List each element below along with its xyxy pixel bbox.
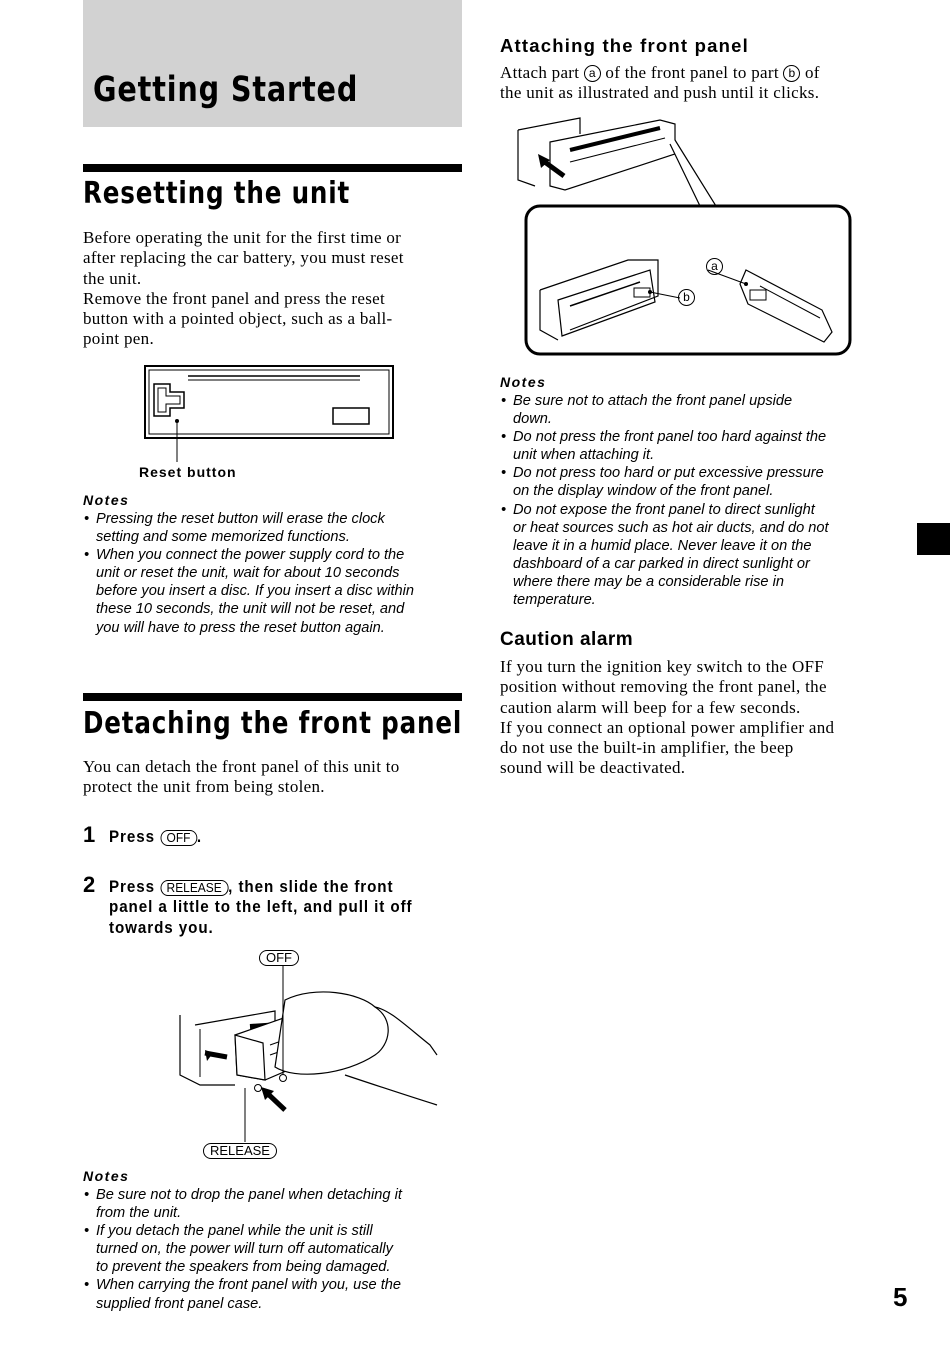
chapter-title: Getting Started [93,70,359,110]
text-line: from the unit. [96,1205,182,1222]
notes-heading: Notes [83,1168,130,1184]
off-key-label: OFF [259,950,299,966]
text-line: button with a pointed object, such as a ball- [83,309,393,329]
text-line: to prevent the speakers from being damaged. [96,1259,391,1276]
text-line: or heat sources such as hot air ducts, and do not [513,519,829,536]
text-line: • When you connect the power supply cord to the [96,547,405,564]
attaching-body [500,63,900,104]
text-line: If you connect an optional power amplifier and [500,717,835,737]
text-line: • Be sure not to drop the panel when detaching it [96,1187,402,1203]
note-item [500,464,900,500]
text-line: • If you detach the panel while the unit is still [96,1223,373,1240]
text-line: position without removing the front panel, the [500,677,827,697]
section-title-resetting: Resetting the unit [83,176,351,211]
page-number: 5 [893,1282,908,1312]
text-line: protect the unit from being stolen. [83,777,325,797]
attaching-notes [500,392,900,609]
part-a-marker: a [584,65,601,82]
section-title-detaching: Detaching the front panel [83,706,463,741]
off-key: OFF [160,830,197,846]
note-item [83,1186,473,1222]
section-rule [83,693,462,701]
off-callout [259,949,299,967]
text-line: sound will be deactivated. [500,758,686,778]
text-run: of [800,63,820,82]
detach-panel-illustration [175,945,445,1165]
note-item [83,1276,473,1312]
text-line: the unit. [83,268,142,288]
text-line: • Be sure not to attach the front panel upside [513,393,793,409]
text-line: these 10 seconds, the unit will not be reset, and [96,601,405,618]
part-b-marker: b [783,65,800,82]
detaching-notes [83,1186,473,1313]
text-run: Attach part [500,63,584,82]
release-key-label: RELEASE [203,1143,277,1159]
text-line: supplied front panel case. [96,1295,263,1312]
text-line: unit when attaching it. [513,447,655,464]
text-line: setting and some memorized functions. [96,529,350,546]
section-rule [83,164,462,172]
notes-heading: Notes [83,492,130,508]
text-line: leave it in a humid place. Never leave it on the [513,537,812,554]
text-line: do not use the built-in amplifier, the beep [500,738,794,758]
figure-callout-b [678,289,695,307]
step-verb: Press [109,828,155,846]
callout-b-marker: b [678,289,695,306]
notes-heading: Notes [500,374,547,390]
resetting-notes [83,510,473,637]
text-line: temperature. [513,592,596,609]
resetting-body [83,228,463,350]
text-line: on the display window of the front panel. [513,483,774,500]
section-title-caution: Caution alarm [500,629,634,650]
note-item [500,501,900,610]
text-line: panel a little to the left, and pull it off [109,898,413,917]
step-number: 1 [83,822,96,847]
text-line: where there may be a considerable rise in [513,573,784,590]
text-line: down. [513,411,552,428]
text-line: • Do not expose the front panel to direct sunlight [513,501,815,518]
step-2-text [109,877,413,938]
text-line: point pen. [83,329,154,349]
text-run: of the front panel to part [600,63,784,82]
attach-panel-illustration [510,110,860,360]
text-line: • Do not press too hard or put excessive pressure [513,465,824,482]
text-line: towards you. [109,918,214,937]
text-line: Remove the front panel and press the reset [83,288,385,308]
section-title-attaching: Attaching the front panel [500,35,749,56]
caution-body [500,657,900,779]
text-line: Before operating the unit for the first time or [83,228,402,247]
text-line: You can detach the front panel of this unit to [83,757,400,776]
step-number: 2 [83,872,96,897]
release-key: RELEASE [160,880,228,896]
text-line: caution alarm will beep for a few seconds. [500,697,801,717]
text-line: after replacing the car battery, you must reset [83,248,404,268]
text-line: unit or reset the unit, wait for about 10 seconds [96,565,400,582]
detaching-body [83,757,463,798]
step-text-after: , then slide the front [228,878,394,896]
text-line: • When carrying the front panel with you, use the [96,1277,402,1294]
text-line: • Do not press the front panel too hard against the [513,429,827,446]
reset-button-illustration [140,362,400,466]
step-text-after: . [196,828,203,846]
release-callout [203,1142,277,1160]
callout-a-marker: a [706,258,723,275]
text-line: before you insert a disc. If you insert a disc within [96,583,414,600]
note-item [83,510,473,546]
text-line: turned on, the power will turn off automatically [96,1241,393,1258]
note-item [83,546,473,636]
text-line: the unit as illustrated and push until it clicks. [500,83,820,103]
reset-button-label: Reset button [139,464,237,480]
note-item [500,428,900,464]
text-line: If you turn the ignition key switch to the OFF [500,657,825,676]
text-line: you will have to press the reset button again. [96,619,385,636]
step-1-text [109,827,202,847]
note-item [500,392,900,428]
figure-callout-a [706,258,723,276]
step-verb: Press [109,878,155,896]
note-item [83,1222,473,1276]
text-line: dashboard of a car parked in direct sunlight or [513,555,810,572]
text-line: • Pressing the reset button will erase the clock [96,511,385,527]
section-tab-marker [917,523,950,555]
